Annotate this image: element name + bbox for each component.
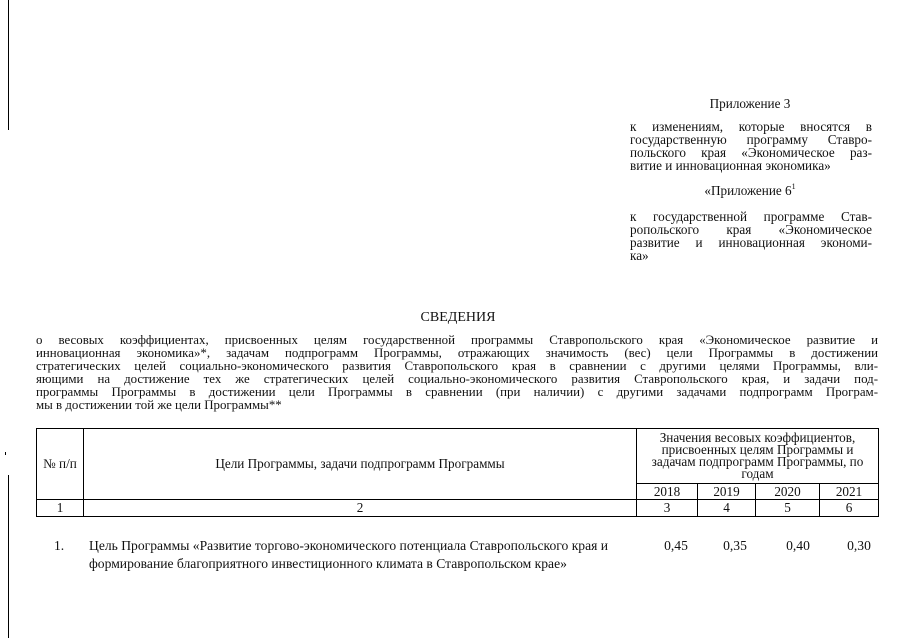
row-value-2019: 0,35 bbox=[723, 538, 747, 553]
appendix-line: витие и инновационная экономика» bbox=[630, 158, 831, 173]
description-line: инновационная экономика»*, задачам подпрограмм Программы, отражающих значимость (вес) цели Программы в достижении bbox=[36, 346, 878, 360]
row-goal-text: Цель Программы «Развитие торгово-экономического потенциала Ставропольского края и формирование благоприятного инвестиционного климата в Ставропольском крае» bbox=[89, 538, 609, 571]
appendix-line: польского края «Экономическое раз- bbox=[630, 145, 872, 160]
appendix-sub-line: развитие и инновационная экономи- bbox=[630, 235, 872, 250]
index-cell: 4 bbox=[698, 500, 756, 517]
page-edge-mark bbox=[5, 452, 6, 455]
description-line: стратегических целей социально-экономического развития Ставропольского края в сравнении с другими целями Программы, вли- bbox=[36, 359, 878, 373]
description-line: яющими на достижение тех же стратегических целей социально-экономического развития Ставропольского края, и задачи под- bbox=[36, 372, 878, 386]
appendix-line: к изменениям, которые вносятся в bbox=[630, 119, 872, 134]
year-header: 2020 bbox=[756, 484, 820, 500]
index-cell: 3 bbox=[637, 500, 698, 517]
year-header: 2018 bbox=[637, 484, 698, 500]
description-line: программы Программы в достижении цели Программы в сравнении (при наличии) с другими задачами подпрограмм Програм- bbox=[36, 385, 878, 399]
appendix-title: Приложение 3 bbox=[709, 96, 791, 111]
row-value-2020: 0,40 bbox=[786, 538, 810, 553]
index-cell: 2 bbox=[84, 500, 637, 517]
appendix-line: государственную программу Ставро- bbox=[630, 132, 872, 147]
index-cell: 5 bbox=[756, 500, 820, 517]
col-weights-header: Значения весовых коэффициентов, присвоенных целям Программы и задачам подпрограмм Программы, по годам bbox=[637, 429, 879, 484]
appendix-sub-title-sup: 1 bbox=[791, 182, 796, 191]
appendix-sub-line: к государственной программе Став- bbox=[630, 209, 872, 224]
appendix-sub-line: ропольского края «Экономическое bbox=[630, 222, 872, 237]
row-value-2021: 0,30 bbox=[847, 538, 871, 553]
col-num-header: № п/п bbox=[37, 429, 84, 500]
document-description bbox=[36, 334, 878, 412]
weights-table-header bbox=[36, 428, 879, 517]
row-number: 1. bbox=[54, 538, 65, 553]
page-edge-line bbox=[8, 0, 9, 130]
document-title: СВЕДЕНИЯ bbox=[420, 310, 496, 325]
page-edge-line bbox=[8, 475, 9, 638]
year-header: 2019 bbox=[698, 484, 756, 500]
appendix-sub-line: ка» bbox=[630, 248, 649, 263]
row-value-2018: 0,45 bbox=[664, 538, 688, 553]
appendix-text bbox=[630, 120, 872, 172]
description-line: мы в достижении той же цели Программы** bbox=[36, 398, 282, 412]
index-cell: 6 bbox=[820, 500, 879, 517]
description-line: о весовых коэффициентах, присвоенных целям государственной программы Ставропольского края «Экономическое развитие и bbox=[36, 333, 878, 347]
index-cell: 1 bbox=[37, 500, 84, 517]
appendix-sub-title bbox=[680, 184, 820, 197]
year-header: 2021 bbox=[820, 484, 879, 500]
appendix-sub-text bbox=[630, 210, 872, 262]
col-goals-header: Цели Программы, задачи подпрограмм Программы bbox=[84, 429, 637, 500]
appendix-sub-title-text: «Приложение 6 bbox=[704, 183, 792, 198]
